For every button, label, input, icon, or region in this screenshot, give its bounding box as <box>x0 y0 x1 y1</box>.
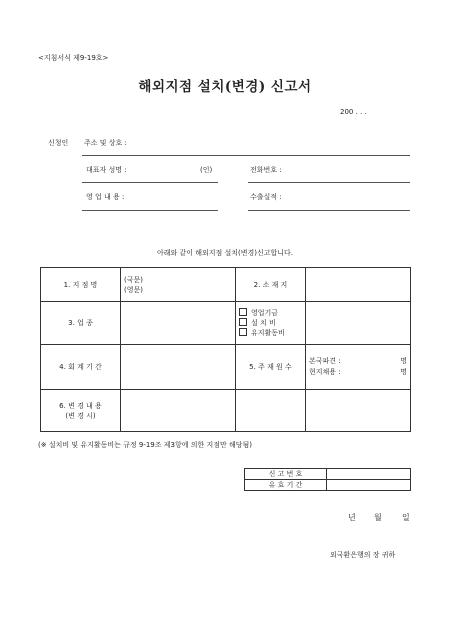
table-row <box>245 480 411 491</box>
year-label: 년 <box>348 513 356 522</box>
fiscal-period-cell[interactable] <box>121 345 236 390</box>
page-title: 해외지점 설치(변경) 신고서 <box>138 79 312 95</box>
fund-options-cell <box>236 302 306 345</box>
business-type-cell[interactable] <box>121 302 236 345</box>
report-number-label: 신 고 번 호 <box>245 469 327 480</box>
month-label: 월 <box>374 513 382 522</box>
staff-row-local: 현지채용 : 명 <box>309 368 407 376</box>
business-label: 영 업 내 용 : <box>86 193 125 201</box>
report-table <box>40 267 411 432</box>
date-line: 200 . . . <box>340 108 367 116</box>
phone-label: 전화번호 : <box>250 166 282 174</box>
fund-amount-cell[interactable] <box>306 302 411 345</box>
change-cell-2[interactable] <box>236 390 306 432</box>
applicant-label: 신청인 <box>48 139 69 147</box>
day-label: 일 <box>402 513 410 522</box>
business-line <box>82 210 218 211</box>
validity-cell[interactable] <box>327 480 411 491</box>
change-label-cell <box>41 390 121 432</box>
change-cell-3[interactable] <box>306 390 411 432</box>
fund-option: 유지활동비 <box>239 328 302 338</box>
table-row <box>41 390 411 432</box>
location-label: 2. 소 재 지 <box>236 268 306 302</box>
report-number-cell[interactable] <box>327 469 411 480</box>
staff-cell <box>306 345 411 390</box>
change-cell-1[interactable] <box>121 390 236 432</box>
recipient: 외국환은행의 장 귀하 <box>330 551 396 559</box>
statement: 아래와 같이 해외지점 설치(변경)신고합니다. <box>156 249 294 257</box>
business-type-label: 3. 업 종 <box>41 302 121 345</box>
seal-mark: (인) <box>200 166 213 174</box>
korean-label: (국문) <box>124 275 143 284</box>
staff-row-dispatched: 본국파견 : 명 <box>309 357 407 365</box>
address-line <box>82 155 410 156</box>
change-sublabel: (변 경 시) <box>65 411 96 420</box>
checkbox[interactable] <box>239 328 247 336</box>
export-label: 수출실적 : <box>250 193 282 201</box>
phone-line <box>248 182 410 183</box>
address-name-label: 주소 및 상호 : <box>84 139 127 147</box>
checkbox[interactable] <box>239 318 247 326</box>
branch-name-label: 1. 지 점 명 <box>41 268 121 302</box>
table-row <box>245 469 411 480</box>
location-cell[interactable] <box>306 268 411 302</box>
footnote: (※ 설치비 및 유지활동비는 규정 9-19조 제3항에 의한 지점만 해당됨) <box>38 441 252 449</box>
representative-line <box>82 182 218 183</box>
staff-label: 5. 주 재 원 수 <box>236 345 306 390</box>
checkbox[interactable] <box>239 308 247 316</box>
branch-name-cell[interactable] <box>121 268 236 302</box>
office-use-box <box>244 468 411 491</box>
table-row <box>41 268 411 302</box>
fund-option: 설 치 비 <box>239 318 302 328</box>
fund-option: 영업기금 <box>239 308 302 318</box>
fiscal-period-label: 4. 회 계 기 간 <box>41 345 121 390</box>
form-number: <지침서식 제9-19호> <box>38 54 109 62</box>
representative-label: 대표자 성명 : <box>86 166 127 174</box>
validity-label: 유 효 기 간 <box>245 480 327 491</box>
export-line <box>248 210 410 211</box>
change-label: 6. 변 경 내 용 <box>59 401 102 410</box>
table-row <box>41 345 411 390</box>
english-label: (영문) <box>124 285 143 294</box>
table-row <box>41 302 411 345</box>
